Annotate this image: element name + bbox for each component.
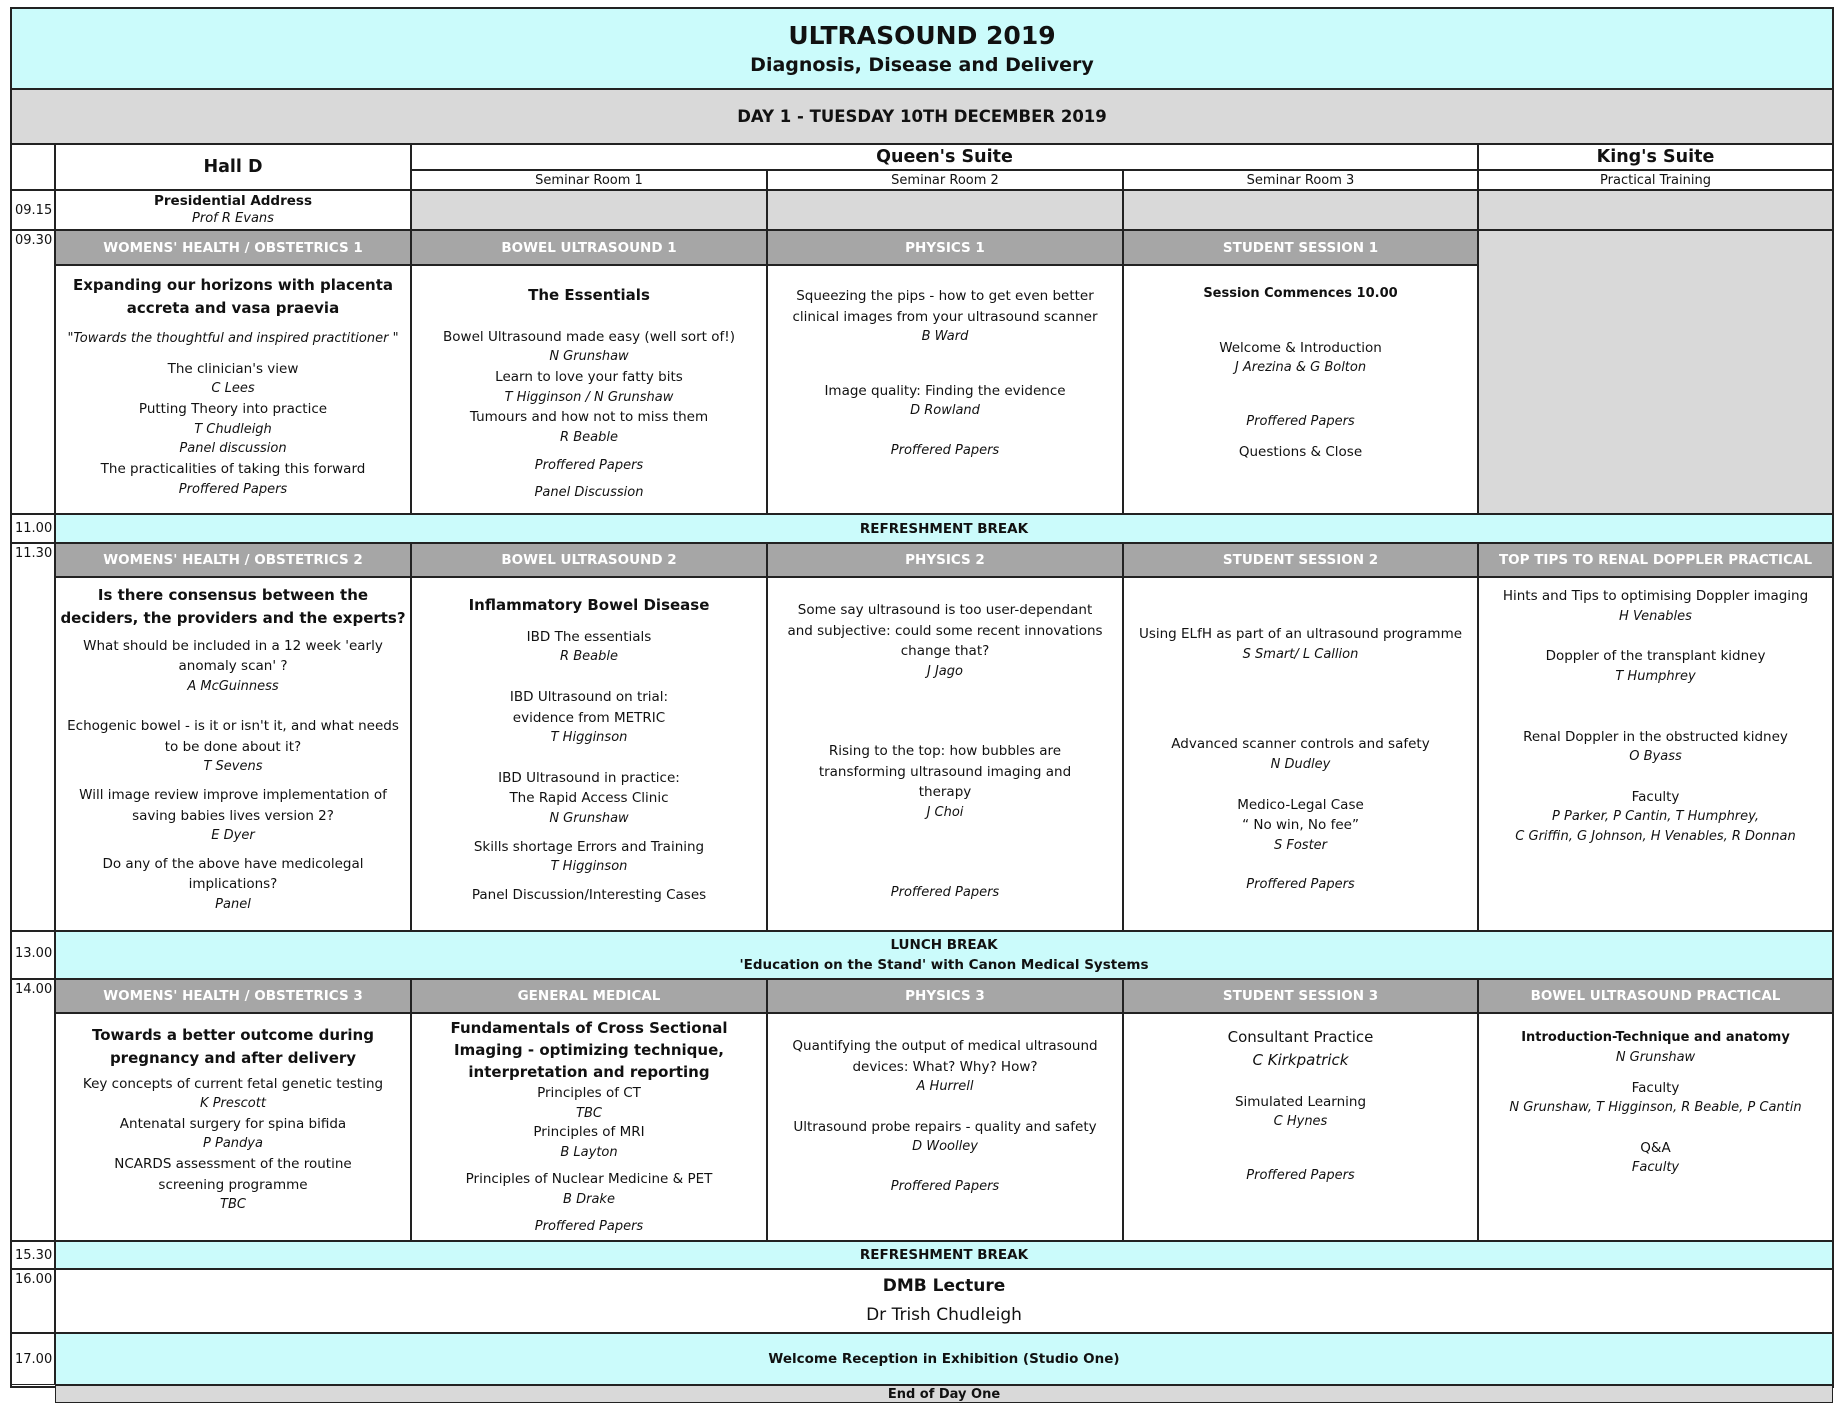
talk-speaker: H Venables <box>1619 608 1692 624</box>
talk-title: Faculty <box>1631 788 1680 805</box>
page-title: ULTRASOUND 2019 <box>788 21 1056 50</box>
session-header: GENERAL MEDICAL <box>411 979 767 1013</box>
talk-speaker: R Beable <box>560 429 618 445</box>
talk-title: Proffered Papers <box>1246 414 1355 430</box>
talk-speaker: J Choi <box>926 804 964 820</box>
session-title: Session Commences 10.00 <box>1203 286 1398 301</box>
seminar-room-3-header: Seminar Room 3 <box>1123 170 1478 190</box>
page-subtitle: Diagnosis, Disease and Delivery <box>750 54 1094 76</box>
talk-title: Panel discussion <box>179 441 287 457</box>
refreshment-break: REFRESHMENT BREAK <box>55 1241 1833 1269</box>
talk-speaker: R Beable <box>560 649 618 665</box>
talk-title: Panel Discussion/Interesting Cases <box>471 886 707 903</box>
empty-cell <box>767 190 1123 230</box>
talk-speaker: T Higginson <box>550 859 628 875</box>
day-title: DAY 1 - TUESDAY 10TH DECEMBER 2019 <box>737 107 1107 126</box>
talk-title: Doppler of the transplant kidney <box>1545 648 1766 665</box>
talk-speaker: N Grunshaw <box>1615 1049 1696 1065</box>
talk-speaker: Panel <box>215 896 251 912</box>
talk-title: Hints and Tips to optimising Doppler imaging <box>1502 588 1809 604</box>
session-title: Inflammatory Bowel Disease <box>468 596 710 614</box>
empty-cell <box>1123 190 1478 230</box>
talk-speaker: E Dyer <box>211 828 255 844</box>
talk-speaker: T Humphrey <box>1615 668 1696 684</box>
talk-title: The clinician's view <box>167 360 299 377</box>
talk-title: Welcome & Introduction <box>1219 339 1382 356</box>
session-hall-d-3 <box>55 1013 411 1241</box>
talk-speaker: C Hynes <box>1273 1114 1328 1130</box>
session-seminar3-2 <box>1123 577 1478 931</box>
talk-speaker: T Sevens <box>203 759 263 775</box>
session-kings-3 <box>1478 1013 1833 1241</box>
talk-title: The practicalities of taking this forward <box>100 461 366 478</box>
session-seminar2-1 <box>767 265 1123 514</box>
empty-cell <box>411 190 767 230</box>
talk-speaker: T Higginson / N Grunshaw <box>504 389 674 405</box>
talk-title: IBD Ultrasound on trial: <box>509 689 669 706</box>
session-header: BOWEL ULTRASOUND 2 <box>411 543 767 577</box>
talk-speaker: N Grunshaw, T Higginson, R Beable, P Cantin <box>1509 1100 1802 1116</box>
talk-title: Tumours and how not to miss them <box>469 409 709 426</box>
dmb-lecture-title: DMB Lecture <box>882 1276 1006 1297</box>
seminar-room-2-header: Seminar Room 2 <box>767 170 1123 190</box>
time-header-cell <box>11 144 55 190</box>
time-1700: 17.00 <box>11 1333 55 1385</box>
talk-speaker: C Kirkpatrick <box>1252 1050 1349 1069</box>
talk-title: Advanced scanner controls and safety <box>1171 736 1430 753</box>
session-header: TOP TIPS TO RENAL DOPPLER PRACTICAL <box>1478 543 1833 577</box>
talk-title: Simulated Learning <box>1234 1093 1367 1110</box>
time-1300: 13.00 <box>11 931 55 979</box>
talk-title: Proffered Papers <box>890 443 1000 459</box>
talk-title: Squeezing the pips - how to get even better clinical images from your ultrasound scanner <box>792 288 1098 325</box>
talk-speaker: P Parker, P Cantin, T Humphrey, <box>1552 809 1759 825</box>
dmb-lecture-speaker: Dr Trish Chudleigh <box>866 1305 1022 1325</box>
dmb-lecture <box>55 1269 1833 1333</box>
session-header: STUDENT SESSION 3 <box>1123 979 1478 1013</box>
session-seminar3-1 <box>1123 265 1478 514</box>
talk-speaker: B Drake <box>563 1191 615 1207</box>
talk-title: Ultrasound probe repairs - quality and safety <box>793 1118 1097 1135</box>
welcome-reception: Welcome Reception in Exhibition (Studio One) <box>55 1333 1833 1385</box>
talk-speaker: O Byass <box>1629 749 1682 765</box>
talk-title: Proffered Papers <box>890 884 1000 900</box>
talk-speaker: S Smart/ L Callion <box>1242 646 1359 662</box>
empty-cell <box>1478 190 1833 230</box>
talk-title: “ No win, No fee” <box>1242 817 1359 834</box>
talk-title: Using ELfH as part of an ultrasound programme <box>1138 626 1463 642</box>
empty-cell <box>1478 230 1833 514</box>
talk-title: Principles of CT <box>537 1084 641 1101</box>
session-hall-d-2 <box>55 577 411 931</box>
talk-title: Rising to the top: how bubbles are transforming ultrasound imaging and therapy <box>818 743 1072 801</box>
time-0915: 09.15 <box>11 190 55 230</box>
practical-training-header: Practical Training <box>1478 170 1833 190</box>
session-header: STUDENT SESSION 1 <box>1123 230 1478 265</box>
talk-speaker: T Higginson <box>550 730 628 746</box>
session-title: Fundamentals of Cross Sectional Imaging - optimizing technique, interpretation and reporting <box>450 1019 728 1082</box>
talk-title: IBD Ultrasound in practice: <box>498 769 680 786</box>
talk-speaker: K Prescott <box>200 1096 266 1112</box>
talk-title: Proffered Papers <box>1246 1167 1355 1183</box>
talk-title: Image quality: Finding the evidence <box>824 382 1066 399</box>
session-header: PHYSICS 2 <box>767 543 1123 577</box>
talk-speaker: N Grunshaw <box>549 810 629 826</box>
venue-hall-d <box>55 144 411 190</box>
talk-speaker: T Chudleigh <box>194 421 272 437</box>
talk-speaker: B Ward <box>921 329 969 345</box>
talk-title: Proffered Papers <box>1246 877 1355 893</box>
session-title: The Essentials <box>528 286 650 304</box>
talk-title: The Rapid Access Clinic <box>509 790 669 807</box>
session-header: WOMENS' HEALTH / OBSTETRICS 1 <box>55 230 411 265</box>
venue-kings-label: King's Suite <box>1596 147 1715 167</box>
talk-title: Learn to love your fatty bits <box>495 369 683 386</box>
session-seminar2-3 <box>767 1013 1123 1241</box>
talk-title: Some say ultrasound is too user-dependant and subjective: could some recent innovations change that? <box>787 602 1103 660</box>
session-quote: "Towards the thoughtful and inspired practitioner " <box>67 331 399 346</box>
session-header: PHYSICS 3 <box>767 979 1123 1013</box>
talk-title: Do any of the above have medicolegal implications? <box>102 855 364 893</box>
talk-speaker: N Grunshaw <box>549 349 629 365</box>
venue-queens-suite <box>411 144 1478 170</box>
talk-title: Putting Theory into practice <box>138 401 328 418</box>
talk-speaker: A McGuinness <box>187 678 279 694</box>
day-banner <box>11 89 1833 144</box>
talk-speaker: TBC <box>220 1197 246 1213</box>
talk-title: Panel Discussion <box>534 485 644 501</box>
talk-title: Key concepts of current fetal genetic testing <box>82 1075 384 1092</box>
time-0930: 09.30 <box>11 230 55 514</box>
session-header: PHYSICS 1 <box>767 230 1123 265</box>
time-1600: 16.00 <box>11 1269 55 1333</box>
talk-title: Medico-Legal Case <box>1237 796 1364 813</box>
session-title: Expanding our horizons with placenta accreta and vasa praevia <box>72 276 394 317</box>
talk-title: Proffered Papers <box>534 1219 644 1235</box>
talk-title: Quantifying the output of medical ultrasound devices: What? Why? How? <box>792 1038 1098 1075</box>
talk-title: Echogenic bowel - is it or isn't it, and what needs to be done about it? <box>67 718 399 755</box>
session-title: Is there consensus between the deciders, the providers and the experts? <box>60 586 406 627</box>
session-header: WOMENS' HEALTH / OBSTETRICS 3 <box>55 979 411 1013</box>
time-1400: 14.00 <box>11 979 55 1241</box>
presidential-address-speaker: Prof R Evans <box>192 211 274 227</box>
venue-kings-suite <box>1478 144 1833 170</box>
talk-speaker: D Rowland <box>910 403 980 419</box>
session-kings-2 <box>1478 577 1833 931</box>
talk-title: Antenatal surgery for spina bifida <box>119 1115 347 1132</box>
talk-title: Questions & Close <box>1238 443 1363 460</box>
talk-title: Proffered Papers <box>890 1179 1000 1195</box>
session-title: Introduction-Technique and anatomy <box>1521 1030 1790 1045</box>
talk-speaker: J Jago <box>927 663 963 679</box>
end-of-day: End of Day One <box>55 1385 1833 1403</box>
talk-speaker: Faculty <box>1631 1160 1680 1176</box>
lunch-title: LUNCH BREAK <box>890 936 998 953</box>
session-seminar1-1 <box>411 265 767 514</box>
session-header: STUDENT SESSION 2 <box>1123 543 1478 577</box>
talk-title: NCARDS assessment of the routine screening programme <box>114 1156 352 1193</box>
time-1130: 11.30 <box>11 543 55 931</box>
session-title: Towards a better outcome during pregnancy and after delivery <box>92 1026 374 1067</box>
talk-speaker: J Arezina & G Bolton <box>1234 360 1367 376</box>
venue-queens-label: Queen's Suite <box>876 147 1013 167</box>
time-1100: 11.00 <box>11 514 55 543</box>
talk-speaker: D Woolley <box>912 1139 978 1155</box>
talk-title: Bowel Ultrasound made easy (well sort of!) <box>443 328 735 345</box>
venue-hall-d-label: Hall D <box>203 157 263 177</box>
talk-speaker: Proffered Papers <box>178 481 288 497</box>
talk-speaker: N Dudley <box>1270 756 1331 772</box>
session-seminar1-3 <box>411 1013 767 1241</box>
talk-speaker: P Pandya <box>203 1136 263 1152</box>
session-header: BOWEL ULTRASOUND 1 <box>411 230 767 265</box>
talk-title: Consultant Practice <box>1227 1028 1374 1046</box>
seminar-room-1-header: Seminar Room 1 <box>411 170 767 190</box>
refreshment-break: REFRESHMENT BREAK <box>55 514 1833 543</box>
talk-speaker: S Foster <box>1273 837 1328 853</box>
session-seminar3-3 <box>1123 1013 1478 1241</box>
lunch-break <box>55 931 1833 979</box>
presidential-address-title: Presidential Address <box>154 193 312 210</box>
talk-speaker: B Layton <box>560 1144 618 1160</box>
talk-speaker: A Hurrell <box>916 1079 974 1095</box>
talk-title: Q&A <box>1640 1139 1671 1156</box>
title-banner <box>11 8 1833 89</box>
talk-speaker: TBC <box>576 1105 602 1121</box>
talk-title: Proffered Papers <box>534 457 644 473</box>
talk-title: What should be included in a 12 week 'early anomaly scan' ? <box>83 637 383 675</box>
talk-title: Will image review improve implementation of saving babies lives version 2? <box>79 787 387 824</box>
talk-speaker: C Griffin, G Johnson, H Venables, R Donnan <box>1515 829 1796 845</box>
talk-title: Skills shortage Errors and Training <box>473 838 705 855</box>
time-1530: 15.30 <box>11 1241 55 1269</box>
talk-title: IBD The essentials <box>526 628 652 645</box>
session-hall-d-1 <box>55 265 411 514</box>
talk-title: Principles of MRI <box>533 1123 645 1140</box>
talk-title: Principles of Nuclear Medicine & PET <box>465 1170 713 1187</box>
session-seminar2-2 <box>767 577 1123 931</box>
presidential-address <box>55 190 411 230</box>
session-header: WOMENS' HEALTH / OBSTETRICS 2 <box>55 543 411 577</box>
session-seminar1-2 <box>411 577 767 931</box>
talk-title: Faculty <box>1631 1079 1680 1096</box>
talk-speaker: C Lees <box>211 381 255 397</box>
lunch-subtitle: 'Education on the Stand' with Canon Medical Systems <box>739 957 1149 973</box>
talk-title: Renal Doppler in the obstructed kidney <box>1523 728 1788 745</box>
session-header: BOWEL ULTRASOUND PRACTICAL <box>1478 979 1833 1013</box>
talk-title: evidence from METRIC <box>512 709 666 726</box>
